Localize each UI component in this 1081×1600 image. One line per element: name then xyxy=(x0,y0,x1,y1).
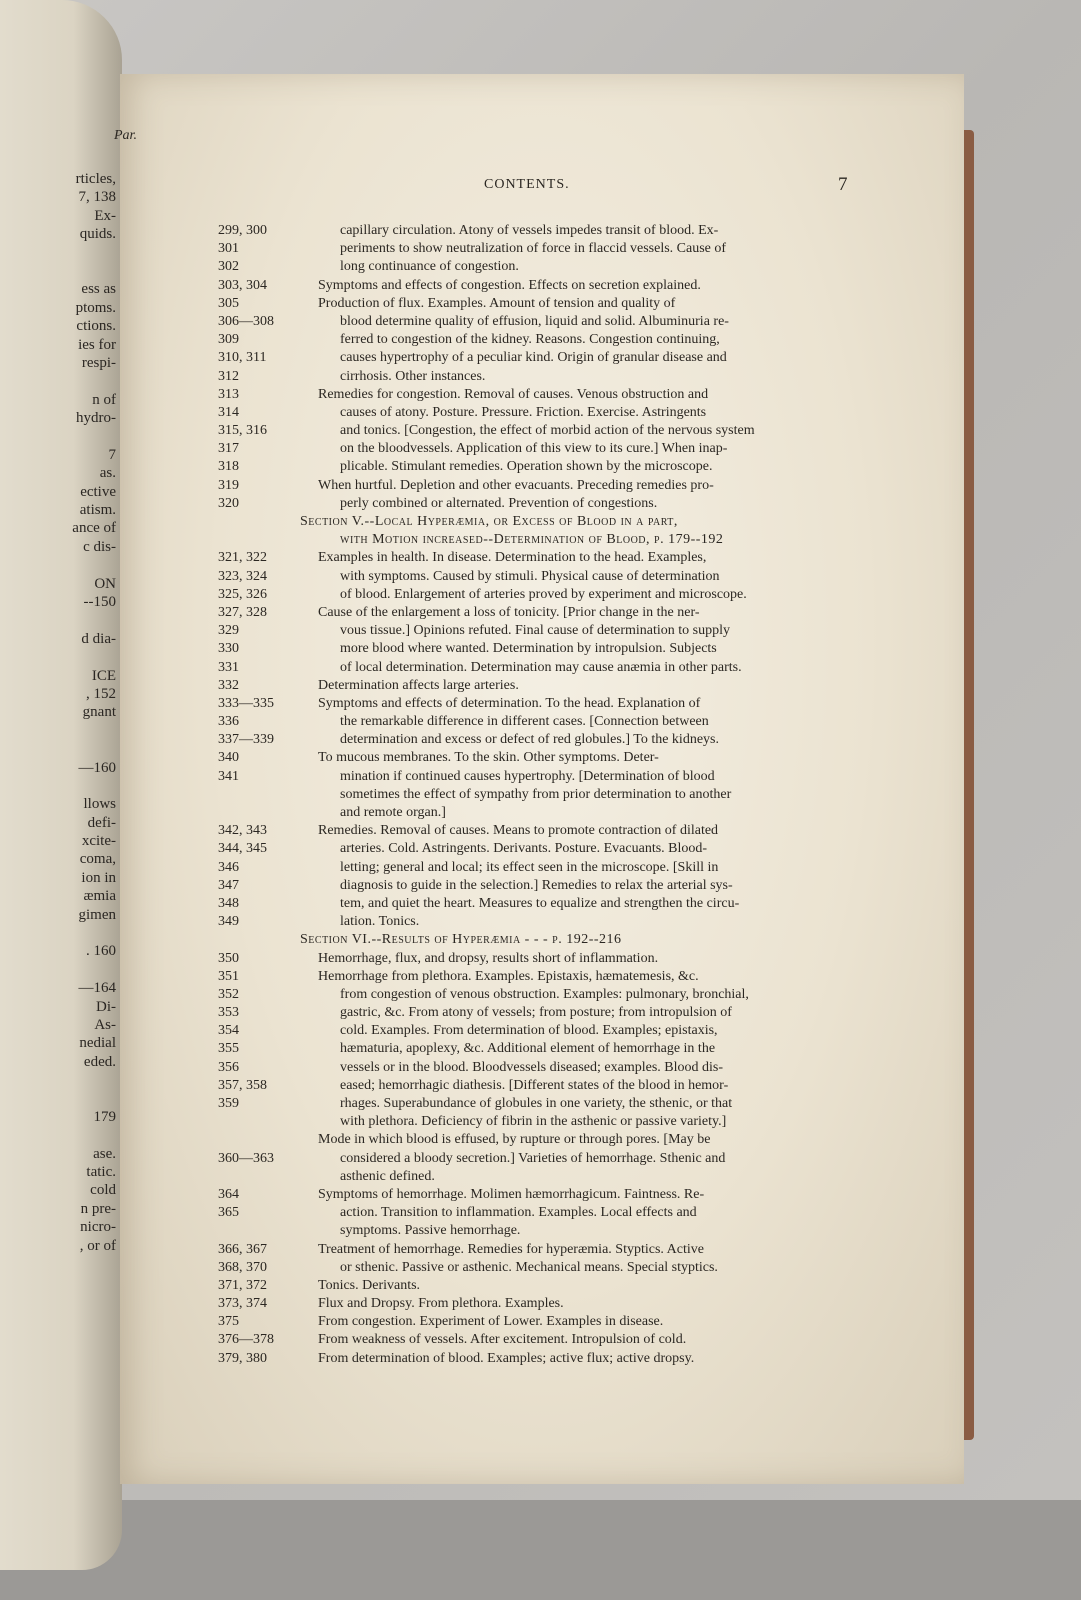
paragraph-number: 342, 343 xyxy=(218,823,267,839)
left-page-line: xcite- xyxy=(81,833,116,850)
contents-entry-text: To mucous membranes. To the skin. Other symptoms. Deter- xyxy=(318,750,659,766)
paragraph-number: 333—335 xyxy=(218,695,274,711)
contents-entry-text: with Motion increased--Determination of Blood, p. 179--192 xyxy=(340,532,724,548)
contents-row xyxy=(218,295,868,313)
paragraph-number: 336 xyxy=(218,714,239,730)
contents-row xyxy=(218,586,868,604)
contents-row xyxy=(218,222,868,240)
contents-entry-text: capillary circulation. Atony of vessels impedes transit of blood. Ex- xyxy=(340,223,719,238)
contents-entry-text: letting; general and local; its effect seen in the microscope. [Skill in xyxy=(340,859,719,875)
contents-row xyxy=(218,313,868,331)
left-page-line xyxy=(72,1126,116,1144)
contents-entry-text: Tonics. Derivants. xyxy=(318,1277,421,1293)
left-page-line: atism. xyxy=(79,502,116,519)
contents-row xyxy=(218,1095,868,1113)
contents-entry-text: lation. Tonics. xyxy=(340,914,420,930)
contents-entry-text: Flux and Dropsy. From plethora. Examples. xyxy=(318,1296,564,1312)
contents-entry-text: considered a bloody secretion.] Varieties of hemorrhage. Sthenic and xyxy=(340,1150,726,1166)
left-page-line xyxy=(72,427,116,445)
paragraph-number: 355 xyxy=(218,1041,239,1057)
contents-row xyxy=(218,731,868,749)
contents-entry-text: from congestion of venous obstruction. Examples: pulmonary, bronchial, xyxy=(340,986,749,1002)
paragraph-number: 323, 324 xyxy=(218,568,267,584)
contents-row xyxy=(218,1241,868,1259)
left-page-line: rticles, xyxy=(75,171,116,187)
contents-row xyxy=(218,1331,868,1349)
contents-row xyxy=(218,931,868,949)
paragraph-number: 348 xyxy=(218,895,239,911)
contents-entry-text: periments to show neutralization of force in flaccid vessels. Cause of xyxy=(340,241,727,257)
contents-entry-text: asthenic defined. xyxy=(340,1168,435,1184)
contents-entry-text: arteries. Cold. Astringents. Derivants. Posture. Evacuants. Blood- xyxy=(340,841,708,857)
left-page-line: llows xyxy=(83,796,116,813)
contents-row xyxy=(218,404,868,422)
contents-row xyxy=(218,1040,868,1058)
contents-row xyxy=(218,1131,868,1149)
contents-row xyxy=(218,1295,868,1313)
contents-entry-text: long continuance of congestion. xyxy=(340,259,519,275)
contents-entry-text: and tonics. [Congestion, the effect of morbid action of the nervous system xyxy=(340,423,755,439)
paragraph-number: 373, 374 xyxy=(218,1296,267,1312)
contents-row xyxy=(218,531,868,549)
page-number: 7 xyxy=(838,174,849,195)
paragraph-number: 366, 367 xyxy=(218,1241,267,1257)
paragraph-number: 375 xyxy=(218,1314,239,1330)
contents-entry-text: blood determine quality of effusion, liquid and solid. Albuminuria re- xyxy=(340,313,729,329)
paragraph-number: 340 xyxy=(218,750,239,766)
paragraph-number: 314 xyxy=(218,404,239,420)
paragraph-number: 325, 326 xyxy=(218,586,267,602)
contents-entry-text: From congestion. Experiment of Lower. Examples in disease. xyxy=(318,1314,664,1330)
left-page-line: gimen xyxy=(78,906,116,923)
paragraph-number: 318 xyxy=(218,459,239,475)
paragraph-number: 359 xyxy=(218,1096,239,1111)
contents-row xyxy=(218,240,868,258)
left-page-line: 179 xyxy=(93,1108,116,1125)
contents-row xyxy=(218,568,868,586)
left-page-line xyxy=(72,648,116,666)
contents-row xyxy=(218,1277,868,1295)
paragraph-number: 349 xyxy=(218,914,239,930)
paragraph-number: 352 xyxy=(218,986,239,1002)
contents-row xyxy=(218,913,868,931)
contents-entry-text: cirrhosis. Other instances. xyxy=(340,368,486,384)
contents-entry-text: symptoms. Passive hemorrhage. xyxy=(340,1223,521,1239)
left-page-line: ctions. xyxy=(76,318,116,335)
contents-entry-text: determination and excess or defect of red globules.] To the kidneys. xyxy=(340,732,719,748)
contents-row xyxy=(218,258,868,276)
contents-entry-text: Mode in which blood is effused, by rupture or through pores. [May be xyxy=(318,1132,711,1148)
contents-row xyxy=(218,640,868,658)
contents-entry-text: vessels or in the blood. Bloodvessels diseased; examples. Blood dis- xyxy=(340,1059,724,1075)
contents-page xyxy=(120,74,964,1484)
contents-entry-text: of blood. Enlargement of arteries proved by experiment and microscope. xyxy=(340,586,747,602)
left-page-line: , 152 xyxy=(86,685,116,702)
left-page-line: cold xyxy=(90,1182,116,1199)
left-page-line: ptoms. xyxy=(75,299,116,316)
contents-entry-text: Treatment of hemorrhage. Remedies for hyperæmia. Styptics. Active xyxy=(318,1241,704,1257)
left-page-line: Di- xyxy=(96,998,116,1015)
contents-entry-text: Remedies for congestion. Removal of causes. Venous obstruction and xyxy=(318,386,709,402)
left-page-line: —164 xyxy=(78,980,116,997)
paragraph-number: 347 xyxy=(218,877,239,893)
left-page-line: ective xyxy=(80,483,116,500)
contents-entry-text: perly combined or alternated. Prevention of congestions. xyxy=(340,495,658,511)
paragraph-number: 350 xyxy=(218,950,239,966)
paragraph-number: 310, 311 xyxy=(218,350,267,366)
contents-row xyxy=(218,386,868,404)
contents-row xyxy=(218,859,868,877)
contents-row xyxy=(218,349,868,367)
contents-entry-text: tem, and quiet the heart. Measures to equalize and strengthen the circu- xyxy=(340,895,740,911)
contents-entry-text: hæmaturia, apoplexy, &c. Additional element of hemorrhage in the xyxy=(340,1041,716,1057)
paragraph-number: 309 xyxy=(218,332,239,348)
contents-row xyxy=(218,458,868,476)
paragraph-number: 364 xyxy=(218,1186,239,1202)
contents-entry-text: Remedies. Removal of causes. Means to promote contraction of dilated xyxy=(318,823,719,839)
paragraph-number: 371, 372 xyxy=(218,1277,267,1293)
contents-entry-text: or sthenic. Passive or asthenic. Mechanical means. Special styptics. xyxy=(340,1259,718,1275)
contents-row xyxy=(218,1059,868,1077)
contents-row xyxy=(218,1150,868,1168)
left-page-line: nicro- xyxy=(80,1219,116,1236)
left-page-line: 7, 138 xyxy=(78,189,116,206)
contents-row xyxy=(218,677,868,695)
contents-entry-text: and remote organ.] xyxy=(340,805,446,820)
contents-entry-text: the remarkable difference in different cases. [Connection between xyxy=(340,714,709,730)
contents-entry-text: rhages. Superabundance of globules in one variety, the sthenic, or that xyxy=(340,1096,733,1111)
contents-entry-text: eased; hemorrhagic diathesis. [Different states of the blood in hemor- xyxy=(340,1077,729,1093)
contents-row xyxy=(218,422,868,440)
paragraph-number: 332 xyxy=(218,677,239,693)
contents-row xyxy=(218,368,868,386)
left-page-line: —160 xyxy=(78,759,116,776)
contents-row xyxy=(218,804,868,822)
paragraph-number: 319 xyxy=(218,477,239,493)
contents-entry-text: Symptoms and effects of congestion. Effects on secretion explained. xyxy=(318,277,701,293)
contents-entry-text: Production of flux. Examples. Amount of tension and quality of xyxy=(318,295,676,311)
contents-entry-text: with symptoms. Caused by stimuli. Physical cause of determination xyxy=(340,568,720,584)
paragraph-number: 320 xyxy=(218,495,239,511)
left-page-line xyxy=(72,244,116,262)
contents-entry-text: sometimes the effect of sympathy from prior determination to another xyxy=(340,786,732,802)
left-page-line: ON xyxy=(94,575,116,592)
left-page-line: n pre- xyxy=(80,1200,116,1217)
contents-row xyxy=(218,877,868,895)
contents-list xyxy=(218,222,868,1368)
contents-row xyxy=(218,1077,868,1095)
left-page-line: as. xyxy=(99,465,116,482)
contents-entry-text: plicable. Stimulant remedies. Operation shown by the microscope. xyxy=(340,459,713,475)
contents-row xyxy=(218,1113,868,1131)
left-page-text xyxy=(72,170,116,1255)
contents-row xyxy=(218,1313,868,1331)
paragraph-number: 317 xyxy=(218,441,239,457)
left-page-line: æmia xyxy=(83,888,116,905)
left-page-line xyxy=(72,262,116,280)
contents-row xyxy=(218,1186,868,1204)
paragraph-number: 357, 358 xyxy=(218,1077,267,1093)
contents-row xyxy=(218,1259,868,1277)
left-page-line: ase. xyxy=(93,1145,116,1162)
contents-entry-text: Symptoms and effects of determination. To the head. Explanation of xyxy=(318,695,701,711)
left-page-line: gnant xyxy=(82,704,116,721)
paragraph-number: 329 xyxy=(218,623,239,639)
paragraph-number: 344, 345 xyxy=(218,841,267,857)
contents-entry-text: of local determination. Determination may cause anæmia in other parts. xyxy=(340,659,742,675)
paragraph-number: 330 xyxy=(218,641,239,657)
contents-entry-text: diagnosis to guide in the selection.] Remedies to relax the arterial sys- xyxy=(340,877,733,893)
paragraph-number: 354 xyxy=(218,1023,239,1039)
paragraph-number: 351 xyxy=(218,968,239,984)
contents-entry-text: From weakness of vessels. After excitement. Intropulsion of cold. xyxy=(318,1332,687,1348)
contents-entry-text: causes hypertrophy of a peculiar kind. Origin of granular disease and xyxy=(340,350,727,366)
paragraph-number: 313 xyxy=(218,386,239,402)
left-page-line: defi- xyxy=(87,814,116,831)
contents-row xyxy=(218,840,868,858)
paragraph-number: 360—363 xyxy=(218,1150,274,1166)
paragraph-number: 331 xyxy=(218,659,239,675)
contents-row xyxy=(218,1004,868,1022)
contents-row xyxy=(218,968,868,986)
left-page-line: --150 xyxy=(83,593,116,610)
contents-entry-text: Examples in health. In disease. Determination to the head. Examples, xyxy=(318,550,707,566)
paragraph-number: 379, 380 xyxy=(218,1350,267,1366)
contents-row xyxy=(218,713,868,731)
left-page-line xyxy=(72,961,116,979)
contents-row xyxy=(218,604,868,622)
left-page-line: quids. xyxy=(79,226,116,243)
contents-row xyxy=(218,495,868,513)
contents-entry-text: causes of atony. Posture. Pressure. Friction. Exercise. Astringents xyxy=(340,404,707,420)
contents-row xyxy=(218,622,868,640)
paragraph-number: 321, 322 xyxy=(218,550,267,566)
contents-row xyxy=(218,768,868,786)
contents-row xyxy=(218,1222,868,1240)
contents-row xyxy=(218,895,868,913)
contents-row xyxy=(218,1350,868,1368)
contents-entry-text: on the bloodvessels. Application of this view to its cure.] When inap- xyxy=(340,441,728,457)
page-title: CONTENTS. xyxy=(484,177,570,192)
paragraph-number: 346 xyxy=(218,859,239,875)
left-page-line: 7 xyxy=(108,446,116,463)
paragraph-number: 353 xyxy=(218,1005,239,1021)
contents-row xyxy=(218,549,868,567)
left-page-line xyxy=(72,1071,116,1089)
contents-row xyxy=(218,1204,868,1222)
left-page xyxy=(0,0,122,1570)
paragraph-number: 299, 300 xyxy=(218,223,267,238)
contents-entry-text: Determination affects large arteries. xyxy=(318,677,519,693)
left-page-line xyxy=(72,372,116,390)
paragraph-number: 301 xyxy=(218,241,239,257)
contents-row xyxy=(218,477,868,495)
contents-row xyxy=(218,513,868,531)
contents-entry-text: Hemorrhage, flux, and dropsy, results short of inflammation. xyxy=(318,950,659,966)
left-page-line: d dia- xyxy=(81,630,116,647)
background-shadow xyxy=(0,1500,1081,1600)
left-page-line: tatic. xyxy=(86,1164,116,1181)
left-page-line: ICE xyxy=(91,667,116,684)
left-page-line: respi- xyxy=(81,354,116,371)
left-page-line: . 160 xyxy=(86,943,116,960)
paragraph-number: 306—308 xyxy=(218,313,274,329)
contents-entry-text: Symptoms of hemorrhage. Molimen hæmorrhagicum. Faintness. Re- xyxy=(318,1186,705,1202)
left-page-line: n of xyxy=(92,391,116,408)
left-page-line xyxy=(72,924,116,942)
left-page-line: ance of xyxy=(72,520,116,537)
left-page-line xyxy=(72,556,116,574)
par-column-label: Par. xyxy=(114,128,137,143)
contents-entry-text: From determination of blood. Examples; active flux; active dropsy. xyxy=(318,1350,695,1366)
contents-row xyxy=(218,695,868,713)
paragraph-number: 365 xyxy=(218,1205,239,1221)
contents-entry-text: Section V.--Local Hyperæmia, or Excess of Blood in a part, xyxy=(300,514,678,529)
paragraph-number: 376—378 xyxy=(218,1332,274,1348)
contents-row xyxy=(218,822,868,840)
contents-row xyxy=(218,277,868,295)
contents-row xyxy=(218,950,868,968)
contents-entry-text: Hemorrhage from plethora. Examples. Epistaxis, hæmatemesis, &c. xyxy=(318,968,699,984)
contents-row xyxy=(218,1022,868,1040)
left-page-line: eded. xyxy=(83,1053,116,1070)
contents-entry-text: gastric, &c. From atony of vessels; from posture; from intropulsion of xyxy=(340,1005,732,1021)
left-page-line xyxy=(72,611,116,629)
left-page-line: ion in xyxy=(81,869,116,886)
left-page-line xyxy=(72,740,116,758)
contents-entry-text: cold. Examples. From determination of blood. Examples; epistaxis, xyxy=(340,1023,718,1039)
contents-entry-text: When hurtful. Depletion and other evacuants. Preceding remedies pro- xyxy=(318,477,714,493)
left-page-line: coma, xyxy=(79,851,116,868)
paragraph-number: 302 xyxy=(218,259,239,275)
left-page-line: hydro- xyxy=(76,410,116,427)
contents-row xyxy=(218,786,868,804)
paragraph-number: 303, 304 xyxy=(218,277,267,293)
paragraph-number: 341 xyxy=(218,768,239,784)
left-page-line: ess as xyxy=(81,281,116,298)
contents-entry-text: ferred to congestion of the kidney. Reasons. Congestion continuing, xyxy=(340,332,720,348)
contents-entry-text: action. Transition to inflammation. Examples. Local effects and xyxy=(340,1205,697,1221)
contents-row xyxy=(218,440,868,458)
paragraph-number: 312 xyxy=(218,368,239,384)
paragraph-number: 337—339 xyxy=(218,732,274,748)
contents-row xyxy=(218,331,868,349)
contents-entry-text: with plethora. Deficiency of fibrin in the asthenic or passive variety.] xyxy=(340,1114,727,1130)
left-page-line xyxy=(72,1090,116,1108)
contents-entry-text: Cause of the enlargement a loss of tonicity. [Prior change in the ner- xyxy=(318,604,700,620)
contents-row xyxy=(218,749,868,767)
contents-entry-text: more blood where wanted. Determination by intropulsion. Subjects xyxy=(340,641,717,657)
contents-row xyxy=(218,1168,868,1186)
contents-entry-text: mination if continued causes hypertrophy. [Determination of blood xyxy=(340,768,715,784)
left-page-line xyxy=(72,722,116,740)
left-page-line: As- xyxy=(94,1016,116,1033)
paragraph-number: 368, 370 xyxy=(218,1259,267,1275)
paragraph-number: 305 xyxy=(218,295,239,311)
paragraph-number: 315, 316 xyxy=(218,423,267,439)
left-page-line: ies for xyxy=(78,336,116,353)
left-page-line xyxy=(72,777,116,795)
contents-row xyxy=(218,659,868,677)
left-page-line: nedial xyxy=(79,1035,116,1052)
left-page-line: c dis- xyxy=(83,538,116,555)
contents-entry-text: Section VI.--Results of Hyperæmia - - - p. 192--216 xyxy=(300,932,622,948)
left-page-line: Ex- xyxy=(94,207,116,224)
contents-row xyxy=(218,986,868,1004)
left-page-line: , or of xyxy=(79,1237,116,1254)
contents-entry-text: vous tissue.] Opinions refuted. Final cause of determination to supply xyxy=(340,623,730,639)
paragraph-number: 327, 328 xyxy=(218,604,267,620)
paragraph-number: 356 xyxy=(218,1059,239,1075)
